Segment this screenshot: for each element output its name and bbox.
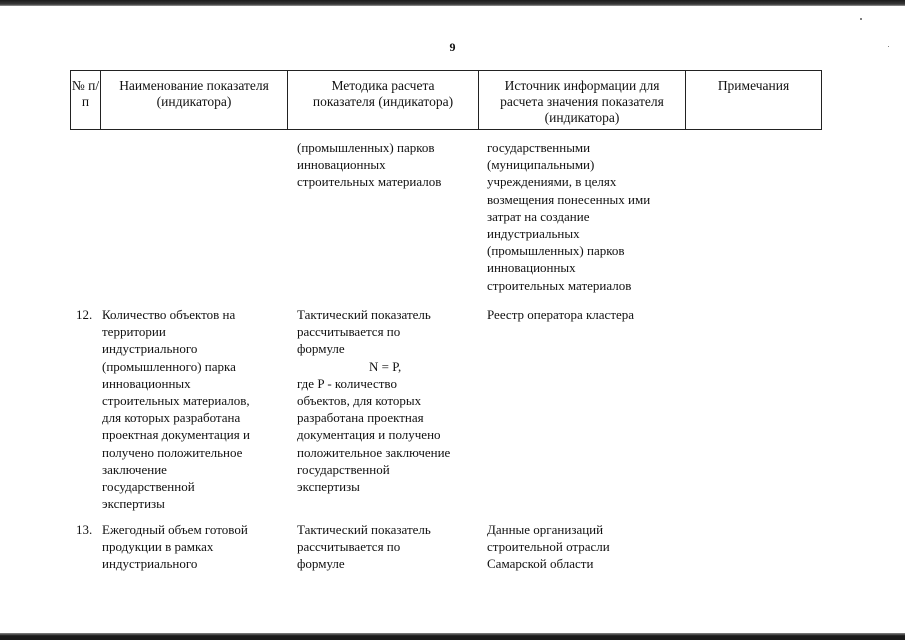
header-source: Источник информации для расчета значения показателя (индикатора) bbox=[500, 78, 664, 125]
scan-speck bbox=[860, 18, 862, 20]
method-intro: Тактический показатель рассчитывается по формуле bbox=[297, 522, 431, 572]
method-intro: Тактический показатель рассчитывается по формуле bbox=[297, 307, 431, 357]
continuation-method: (промышленных) парков инновационных строительных материалов bbox=[297, 140, 442, 190]
row-number: 12. bbox=[76, 307, 93, 322]
header-number: № п/п bbox=[71, 78, 100, 109]
header-indicator-name: Наименование показателя (индикатора) bbox=[119, 78, 269, 109]
header-method: Методика расчета показателя (индикатора) bbox=[312, 78, 454, 109]
method-description: где P - количество объектов, для которых разработана проектная документация и получено положительное заключение государственной экспертизы bbox=[297, 375, 451, 495]
page-number: 9 bbox=[449, 40, 456, 54]
table-header-row bbox=[70, 70, 822, 130]
continuation-source: государственными (муниципальными) учреждениями, в целях возмещения понесенных ими затрат на создание индустриальных (промышленных) парков инновационных строительных материалов bbox=[487, 140, 651, 293]
indicator-name: Ежегодный объем готовой продукции в рамках индустриального bbox=[102, 522, 248, 572]
formula: N = P, bbox=[369, 358, 402, 374]
source-text: Реестр оператора кластера bbox=[487, 307, 635, 322]
row-number: 13. bbox=[76, 522, 93, 537]
scan-edge-bottom bbox=[0, 633, 905, 640]
source-text: Данные организаций строительной отрасли Самарской области bbox=[487, 522, 610, 572]
indicator-name: Количество объектов на территории индустриального (промышленного) парка инновационных строительных материалов, для которых разработана проектная документация и получено положительное заключение государственной экспертизы bbox=[102, 307, 250, 512]
header-notes: Примечания bbox=[717, 78, 790, 93]
scan-edge-top bbox=[0, 0, 905, 6]
